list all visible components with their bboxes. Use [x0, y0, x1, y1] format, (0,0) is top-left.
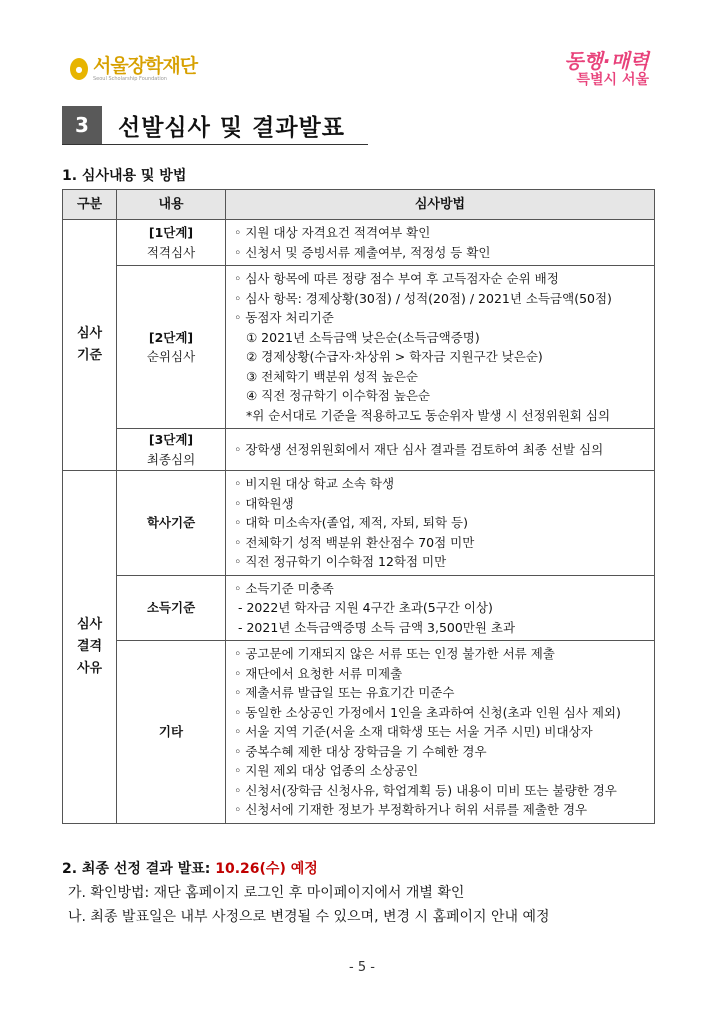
foundation-logo-text: 서울장학재단 [93, 55, 198, 77]
list-item: ② 경제상황(수급자·차상위 > 학자금 지원구간 낮은순) [246, 349, 543, 364]
screening-table [62, 189, 655, 824]
list-item: - 2021년 소득금액증명 소득 금액 3,500만원 초과 [238, 619, 516, 635]
list-item: - 2022년 학자금 지원 4구간 초과(5구간 이상) [238, 600, 493, 615]
other-cell [117, 641, 226, 824]
list-item: ◦ 공고문에 기재되지 않은 서류 또는 인정 불가한 서류 제출 [234, 646, 555, 661]
list-item: ◦ 신청서(장학금 신청사유, 학업계획 등) 내용이 미비 또는 불량한 경우 [234, 782, 617, 798]
academic-cell [117, 471, 226, 576]
foundation-logo [70, 56, 197, 82]
table-row [63, 575, 655, 641]
table-row [63, 266, 655, 429]
foundation-emblem-icon: ● [70, 58, 88, 80]
disqualification-category-label: 심사 결격 사유 [63, 471, 117, 824]
list-item: ◦ 비지원 대상 학교 소속 학생 [234, 476, 395, 491]
criteria-category-label: 심사 기준 [63, 220, 117, 471]
stage2-name: 순위심사 [146, 349, 196, 364]
col-header-category: 구분 [63, 190, 117, 220]
list-item: ◦ 재단에서 요청한 서류 미제출 [234, 665, 403, 681]
income-cell [117, 575, 226, 641]
list-item: ◦ 대학 미소속자(졸업, 제적, 자퇴, 퇴학 등) [234, 515, 469, 530]
section-header [62, 106, 368, 145]
col-header-method: 심사방법 [226, 190, 655, 220]
seoul-logo-line1: 동행·매력 [564, 49, 649, 73]
page-number: - 5 - [349, 960, 375, 975]
other-criteria [226, 641, 655, 824]
announcement-date: 10.26(수) 예정 [215, 861, 318, 877]
stage1-methods [226, 220, 655, 266]
list-item: ③ 전체학기 백분위 성적 높은순 [246, 368, 419, 384]
stage2-methods [226, 266, 655, 429]
list-item: ◦ 대학원생 [234, 495, 294, 511]
foundation-logo-subtext: Seoul Scholarship Foundation [93, 76, 167, 82]
list-item: ◦ 동점자 처리기준 [234, 310, 334, 325]
schedule-change-line: 나. 최종 발표일은 내부 사정으로 변경될 수 있으며, 변경 시 홈페이지 안내 예정 [68, 909, 550, 925]
stage2-step: [2단계] [148, 329, 194, 345]
part2-heading-prefix: 2. 최종 선정 결과 발표: [62, 861, 216, 877]
stage2-cell [117, 266, 226, 429]
list-item: ◦ 심사 항목에 따른 정량 점수 부여 후 고득점자순 순위 배정 [234, 271, 559, 286]
stage1-name: 적격심사 [146, 244, 196, 260]
stage1-cell [117, 220, 226, 266]
list-item: ④ 직전 정규학기 이수학점 높은순 [246, 388, 431, 403]
stage3-name: 최종심의 [146, 451, 196, 467]
list-item: ◦ 동일한 소상공인 가정에서 1인을 초과하여 신청(초과 인원 심사 제외) [234, 704, 621, 720]
stage1-step: [1단계] [148, 225, 194, 240]
list-item: ◦ 신청서에 기재한 정보가 부정확하거나 허위 서류를 제출한 경우 [234, 802, 588, 817]
list-item: ◦ 서울 지역 기준(서울 소재 대학생 또는 서울 거주 시민) 비대상자 [234, 724, 593, 739]
part1-heading: 1. 심사내용 및 방법 [62, 168, 187, 184]
seoul-logo-line2: 특별시 서울 [576, 72, 649, 88]
income-name: 소득기준 [146, 600, 196, 615]
academic-criteria [226, 471, 655, 576]
income-criteria [226, 575, 655, 641]
list-item-note: *위 순서대로 기준을 적용하고도 동순위자 발생 시 선정위원회 심의 [246, 407, 611, 423]
list-item: ◦ 장학생 선정위원회에서 재단 심사 결과를 검토하여 최종 선발 심의 [234, 441, 604, 457]
list-item: ◦ 지원 제외 대상 업종의 소상공인 [234, 763, 419, 778]
list-item: ◦ 중복수혜 제한 대상 장학금을 기 수혜한 경우 [234, 743, 487, 759]
list-item: ◦ 신청서 및 증빙서류 제출여부, 적정성 등 확인 [234, 244, 491, 260]
academic-name: 학사기준 [146, 515, 196, 530]
list-item: ① 2021년 소득금액 낮은순(소득금액증명) [246, 329, 480, 345]
stage3-cell [117, 429, 226, 471]
table-row [63, 429, 655, 471]
stage3-step: [3단계] [148, 432, 194, 447]
list-item: ◦ 지원 대상 자격요건 적격여부 확인 [234, 225, 431, 240]
table-row [63, 220, 655, 266]
seoul-city-logo [549, 50, 649, 88]
stage3-methods [226, 429, 655, 471]
list-item: ◦ 전체학기 성적 백분위 환산점수 70점 미만 [234, 534, 475, 550]
list-item: ◦ 심사 항목: 경제상황(30점) / 성적(20점) / 2021년 소득금액(50점) [234, 290, 612, 306]
part2-heading [62, 858, 318, 878]
section-number: 3 [62, 106, 102, 144]
table-row [63, 471, 655, 576]
other-name: 기타 [158, 724, 184, 739]
table-header-row [63, 190, 655, 220]
confirm-method-line: 가. 확인방법: 재단 홈페이지 로그인 후 마이페이지에서 개별 확인 [68, 885, 465, 901]
list-item: ◦ 소득기준 미충족 [234, 580, 334, 596]
col-header-content: 내용 [117, 190, 226, 220]
list-item: ◦ 직전 정규학기 이수학점 12학점 미만 [234, 554, 447, 569]
table-row [63, 641, 655, 824]
section-title: 선발심사 및 결과발표 [118, 114, 345, 141]
list-item: ◦ 제출서류 발급일 또는 유효기간 미준수 [234, 685, 455, 700]
